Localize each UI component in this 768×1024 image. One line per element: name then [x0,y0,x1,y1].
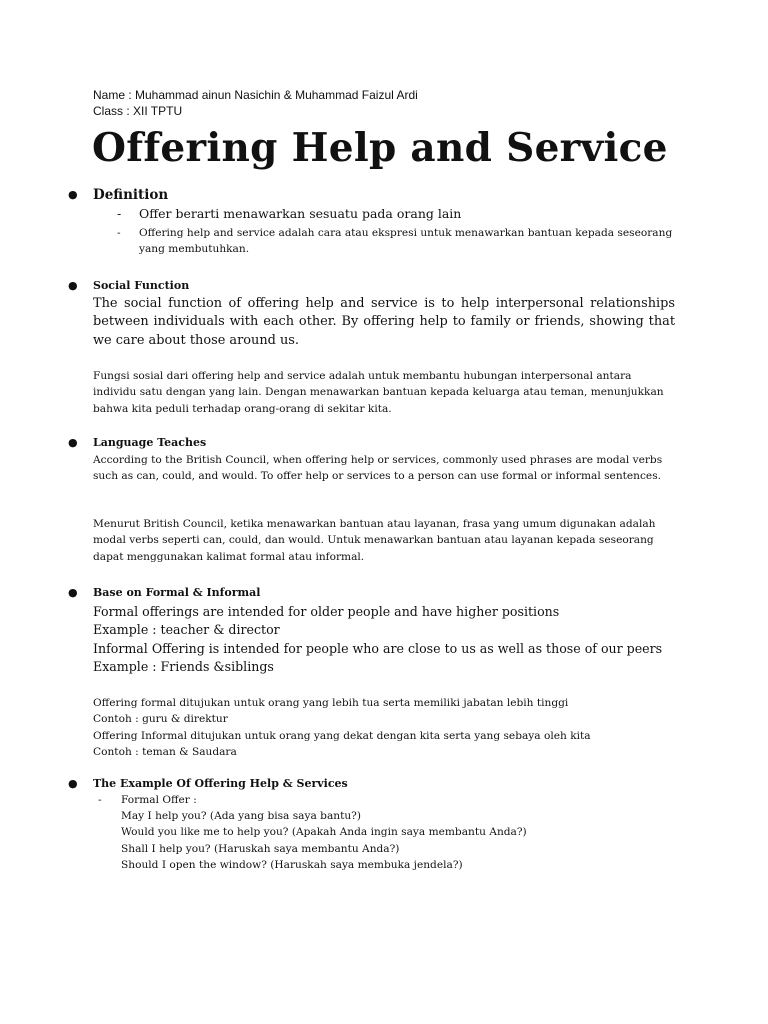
student-class: Class : XII TPTU [93,104,183,118]
text-line: Formal offerings are intended for older people and have higher positions [93,604,560,619]
bullet-icon: ● [68,436,78,449]
example-line: Should I open the window? (Haruskah saya membuka jendela?) [121,858,463,871]
language-teaches-indonesian: Menurut British Council, ketika menawarkan bantuan atau layanan, frasa yang umum digunakan adalah modal verbs seperti can, could, dan would. Untuk menawarkan bantuan atau layanan kepada seseorang dapat menggunakan kalimat formal atau informal. [93,518,656,563]
text-line: Example : teacher & director [93,622,280,638]
dash-icon: - [117,227,121,239]
dash-icon: - [98,794,102,806]
formal-informal-heading: Base on Formal & Informal [93,586,261,599]
formal-informal-indonesian [93,695,675,760]
text-line: Contoh : guru & direktur [93,713,228,726]
page-title: Offering Help and Service [92,125,668,171]
text-line: Example : Friends &siblings [93,658,274,674]
social-function-english: The social function of offering help and service is to help interpersonal relationships between individuals with each other. By offering help to family or friends, showing that we care about those around us. [93,296,675,348]
social-function-indonesian: Fungsi sosial dari offering help and service adalah untuk membantu hubungan interpersonal antara individu satu dengan yang lain. Dengan menawarkan bantuan kepada keluarga atau teman, menunjukkan bahwa kita peduli terhadap orang-orang di sekitar kita. [93,370,664,415]
language-teaches-heading: Language Teaches [93,436,207,449]
text-line: Offering formal ditujukan untuk orang yang lebih tua serta memiliki jabatan lebih tinggi [93,697,569,709]
student-name: Name : Muhammad ainun Nasichin & Muhammad Faizul Ardi [93,88,418,102]
examples-heading: The Example Of Offering Help & Services [93,777,348,790]
dash-icon: - [117,206,122,221]
text-line: Informal Offering is intended for people who are close to us as well as those of our peers [93,640,663,656]
bullet-icon: ● [68,586,78,599]
text-line: Offering Informal ditujukan untuk orang yang dekat dengan kita serta yang sebaya oleh kita [93,729,591,742]
definition-item: Offering help and service adalah cara atau ekspresi untuk menawarkan bantuan kepada seseorang yang membutuhkan. [139,227,673,256]
bullet-icon: ● [68,279,78,292]
example-line: Shall I help you? (Haruskah saya membantu Anda?) [121,842,400,855]
formal-informal-english [93,603,675,676]
example-line: Would you like me to help you? (Apakah Anda ingin saya membantu Anda?) [121,826,527,839]
text-line: Contoh : teman & Saudara [93,745,237,758]
example-line: May I help you? (Ada yang bisa saya bantu?) [121,810,361,822]
language-teaches-english: According to the British Council, when offering help or services, commonly used phrases are modal verbs such as can, could, and would. To offer help or services to a person can use formal or informal sentences. [93,454,663,483]
bullet-icon: ● [68,188,78,201]
formal-offer-label: Formal Offer : [121,794,197,806]
definition-item: Offer berarti menawarkan sesuatu pada orang lain [139,206,462,221]
social-function-heading: Social Function [93,279,190,292]
definition-heading: Definition [93,187,169,203]
formal-offer-examples [121,808,527,873]
bullet-icon: ● [68,777,78,790]
student-info [93,87,418,119]
